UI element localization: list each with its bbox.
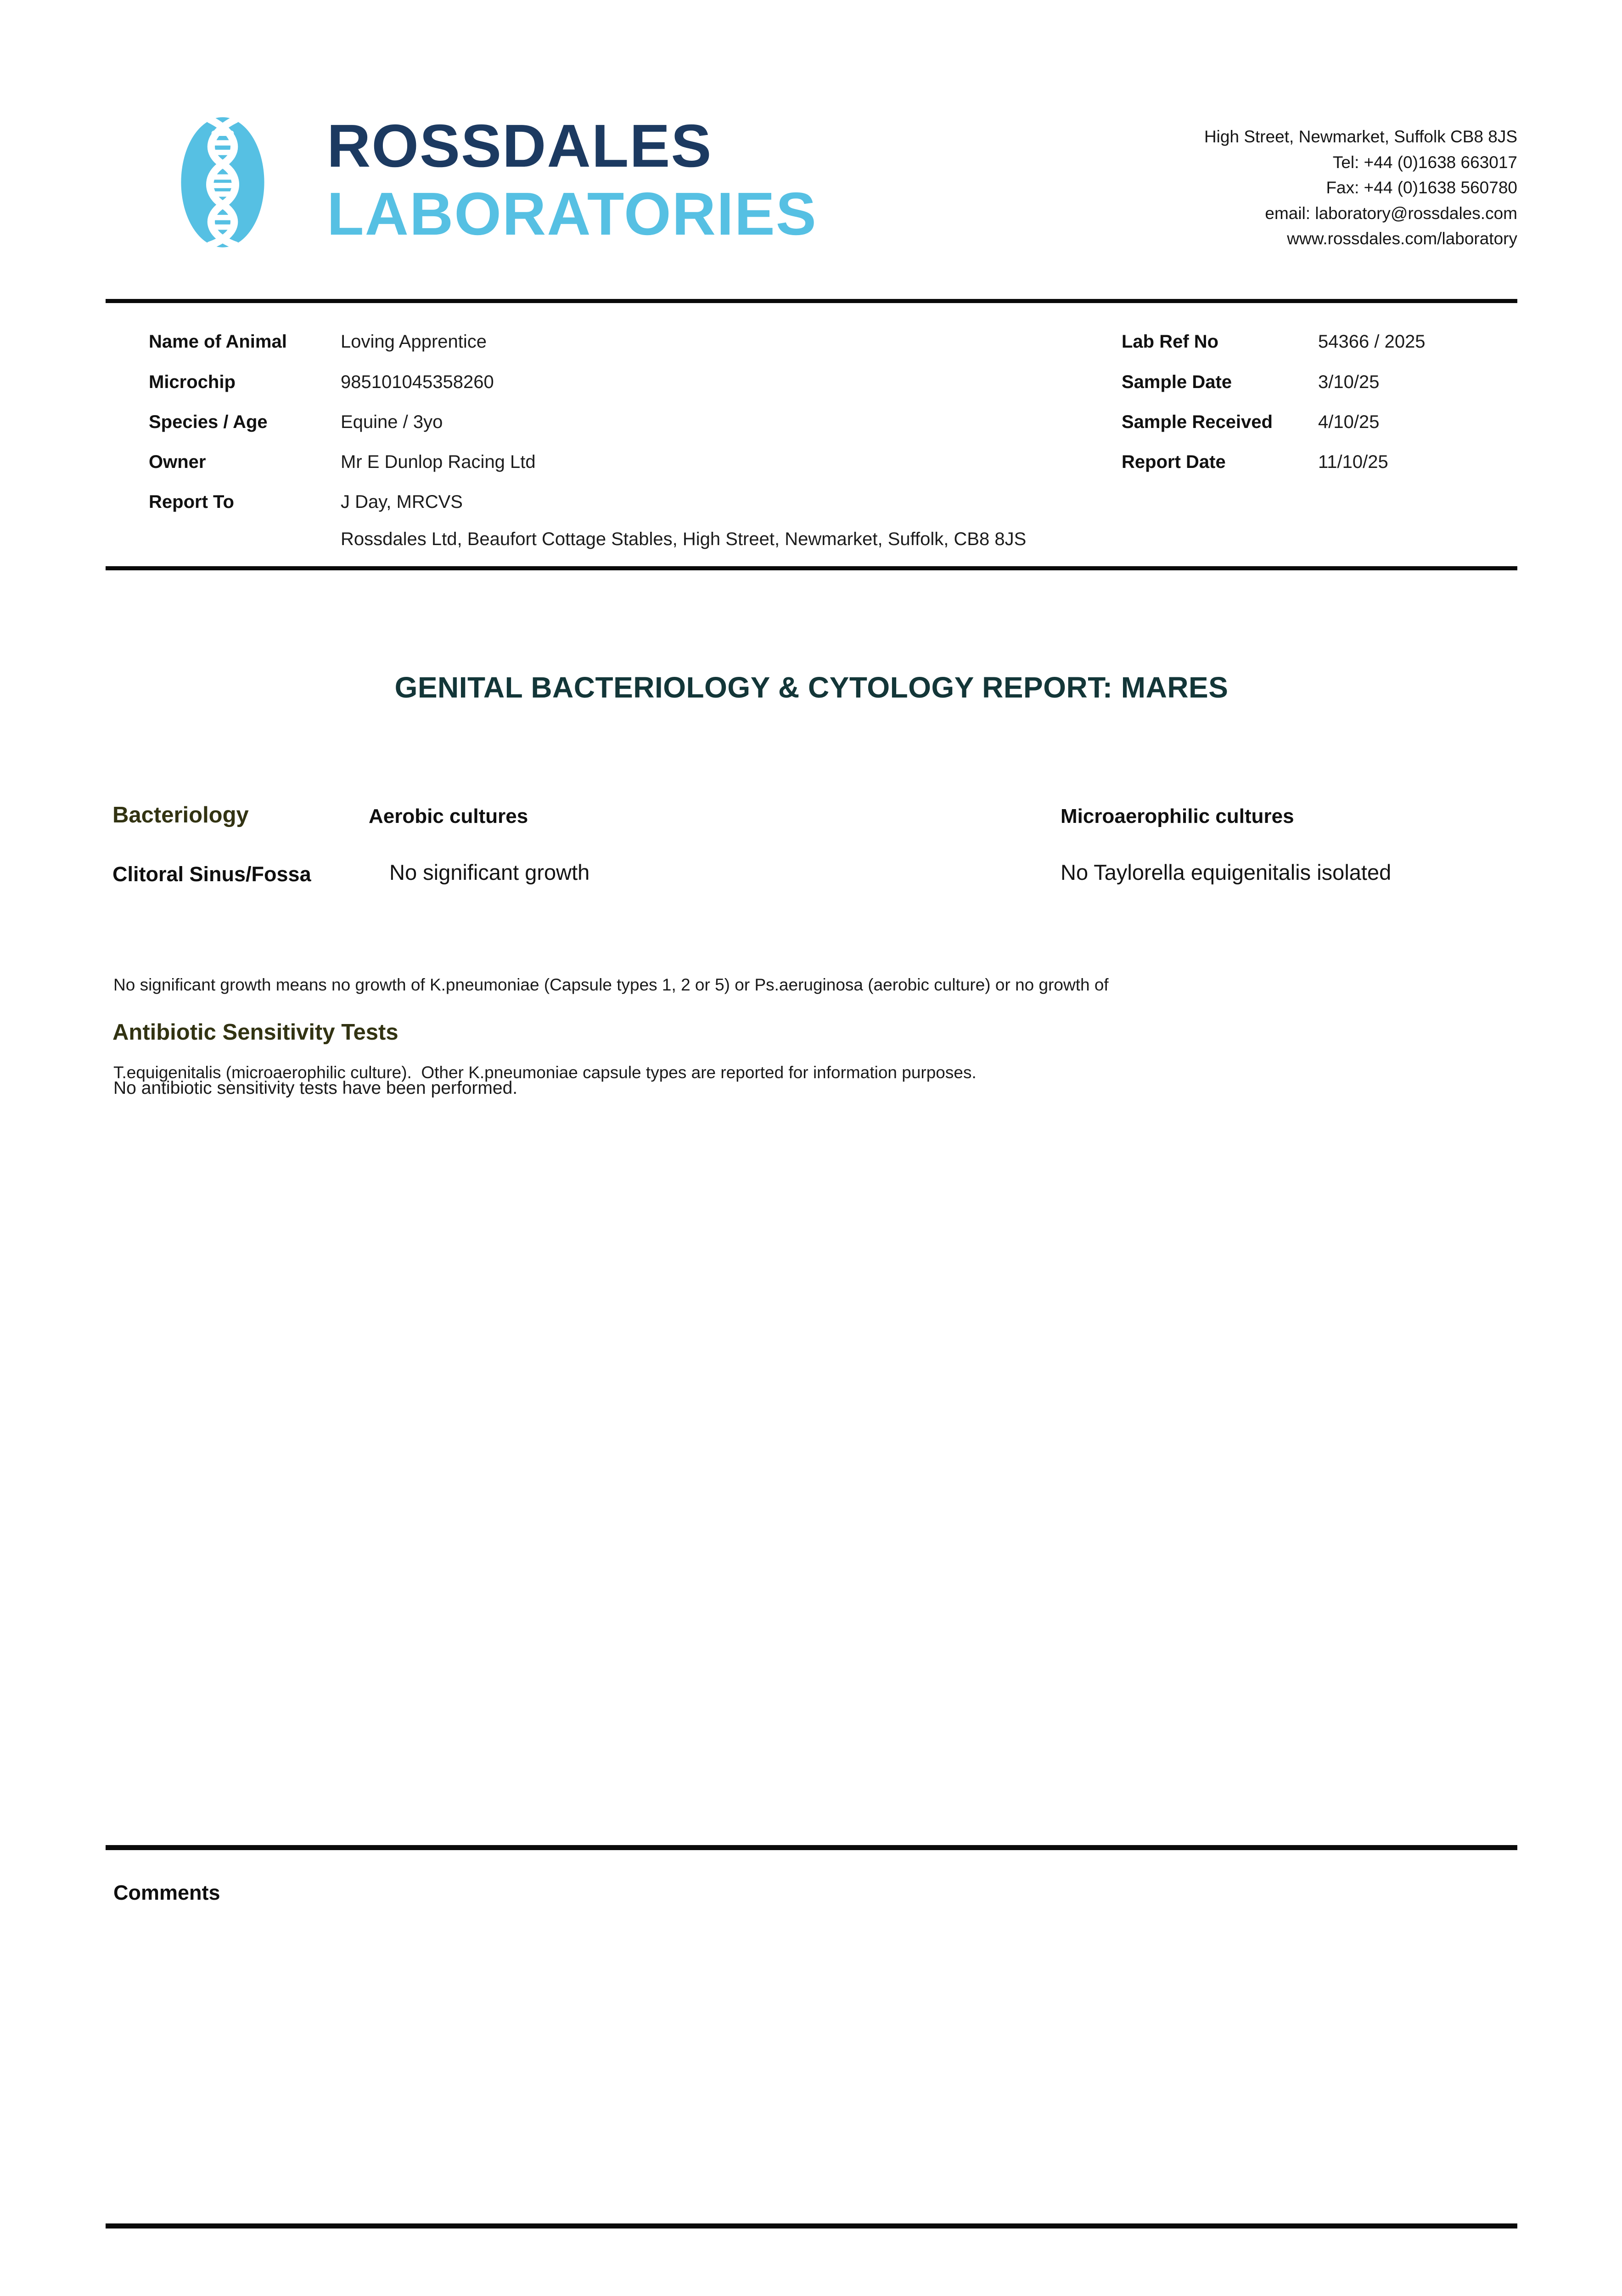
- aerobic-cultures-column-header: Aerobic cultures: [369, 805, 528, 827]
- antibiotic-sensitivity-result: No antibiotic sensitivity tests have been performed.: [113, 1078, 518, 1098]
- divider-details: [106, 566, 1517, 570]
- detail-value: 3/10/25: [1318, 372, 1380, 392]
- aerobic-culture-result: No significant growth: [389, 860, 590, 884]
- page-title: GENITAL BACTERIOLOGY & CYTOLOGY REPORT: MARES: [394, 671, 1229, 704]
- detail-value: 985101045358260: [341, 372, 494, 392]
- detail-label: Sample Received: [1122, 412, 1273, 432]
- contact-tel-line: Tel: +44 (0)1638 663017: [1332, 152, 1517, 172]
- report-to-address: Rossdales Ltd, Beaufort Cottage Stables, High Street, Newmarket, Suffolk, CB8 8JS: [341, 529, 1027, 549]
- contact-web-line: www.rossdales.com/laboratory: [1287, 229, 1517, 248]
- dna-helix-logo-icon: [169, 113, 276, 252]
- detail-value: Equine / 3yo: [341, 412, 443, 432]
- brand-name-laboratories: LABORATORIES: [327, 180, 817, 248]
- detail-row-sample-date: [1122, 372, 1379, 393]
- detail-row-lab-ref: [1122, 332, 1426, 352]
- detail-value: Mr E Dunlop Racing Ltd: [341, 452, 536, 472]
- detail-label: Species / Age: [149, 412, 268, 432]
- antibiotic-sensitivity-heading: Antibiotic Sensitivity Tests: [112, 1020, 398, 1045]
- detail-row-report-date: [1122, 452, 1388, 473]
- brand-wordmark: [327, 112, 817, 248]
- lab-contact-block: [1204, 124, 1517, 252]
- detail-row-report-to-address: [341, 529, 1026, 550]
- detail-value: 54366 / 2025: [1318, 332, 1426, 352]
- detail-label: Sample Date: [1122, 372, 1232, 392]
- detail-row-animal-name: [149, 332, 487, 352]
- sample-site-label: Clitoral Sinus/Fossa: [112, 862, 311, 886]
- detail-label: Report Date: [1122, 452, 1226, 472]
- detail-row-microchip: [149, 372, 494, 393]
- detail-value: J Day, MRCVS: [341, 492, 463, 512]
- bacteriology-section-heading: Bacteriology: [112, 803, 249, 827]
- bacteriology-note-line2: T.equigenitalis (microaerophilic culture). Other K.pneumoniae capsule types are reported for information purposes.: [113, 1063, 977, 1082]
- detail-label: Name of Animal: [149, 332, 287, 352]
- detail-value: 11/10/25: [1318, 452, 1388, 472]
- contact-fax-line: Fax: +44 (0)1638 560780: [1326, 178, 1517, 197]
- detail-label: Report To: [149, 492, 234, 512]
- divider-header: [106, 299, 1517, 303]
- brand-name-rossdales: ROSSDALES: [327, 112, 713, 180]
- contact-email-line: email: laboratory@rossdales.com: [1265, 203, 1517, 223]
- detail-row-report-to: [149, 492, 463, 512]
- detail-label: Microchip: [149, 372, 236, 392]
- divider-comments-bottom: [106, 2223, 1517, 2228]
- detail-row-owner: [149, 452, 536, 473]
- comments-heading: Comments: [113, 1881, 220, 1904]
- detail-row-species-age: [149, 412, 443, 433]
- microaerophilic-cultures-column-header: Microaerophilic cultures: [1061, 805, 1294, 827]
- detail-row-sample-received: [1122, 412, 1379, 433]
- detail-value: 4/10/25: [1318, 412, 1380, 432]
- detail-label: Lab Ref No: [1122, 332, 1219, 352]
- bacteriology-note-line1: No significant growth means no growth of K.pneumoniae (Capsule types 1, 2 or 5) or Ps.aeruginosa (aerobic culture) or no growth of: [113, 975, 1109, 995]
- microaerophilic-culture-result: No Taylorella equigenitalis isolated: [1061, 860, 1392, 884]
- detail-label: Owner: [149, 452, 206, 472]
- contact-address-line: High Street, Newmarket, Suffolk CB8 8JS: [1204, 127, 1517, 146]
- detail-value: Loving Apprentice: [341, 332, 487, 352]
- divider-comments-top: [106, 1845, 1517, 1850]
